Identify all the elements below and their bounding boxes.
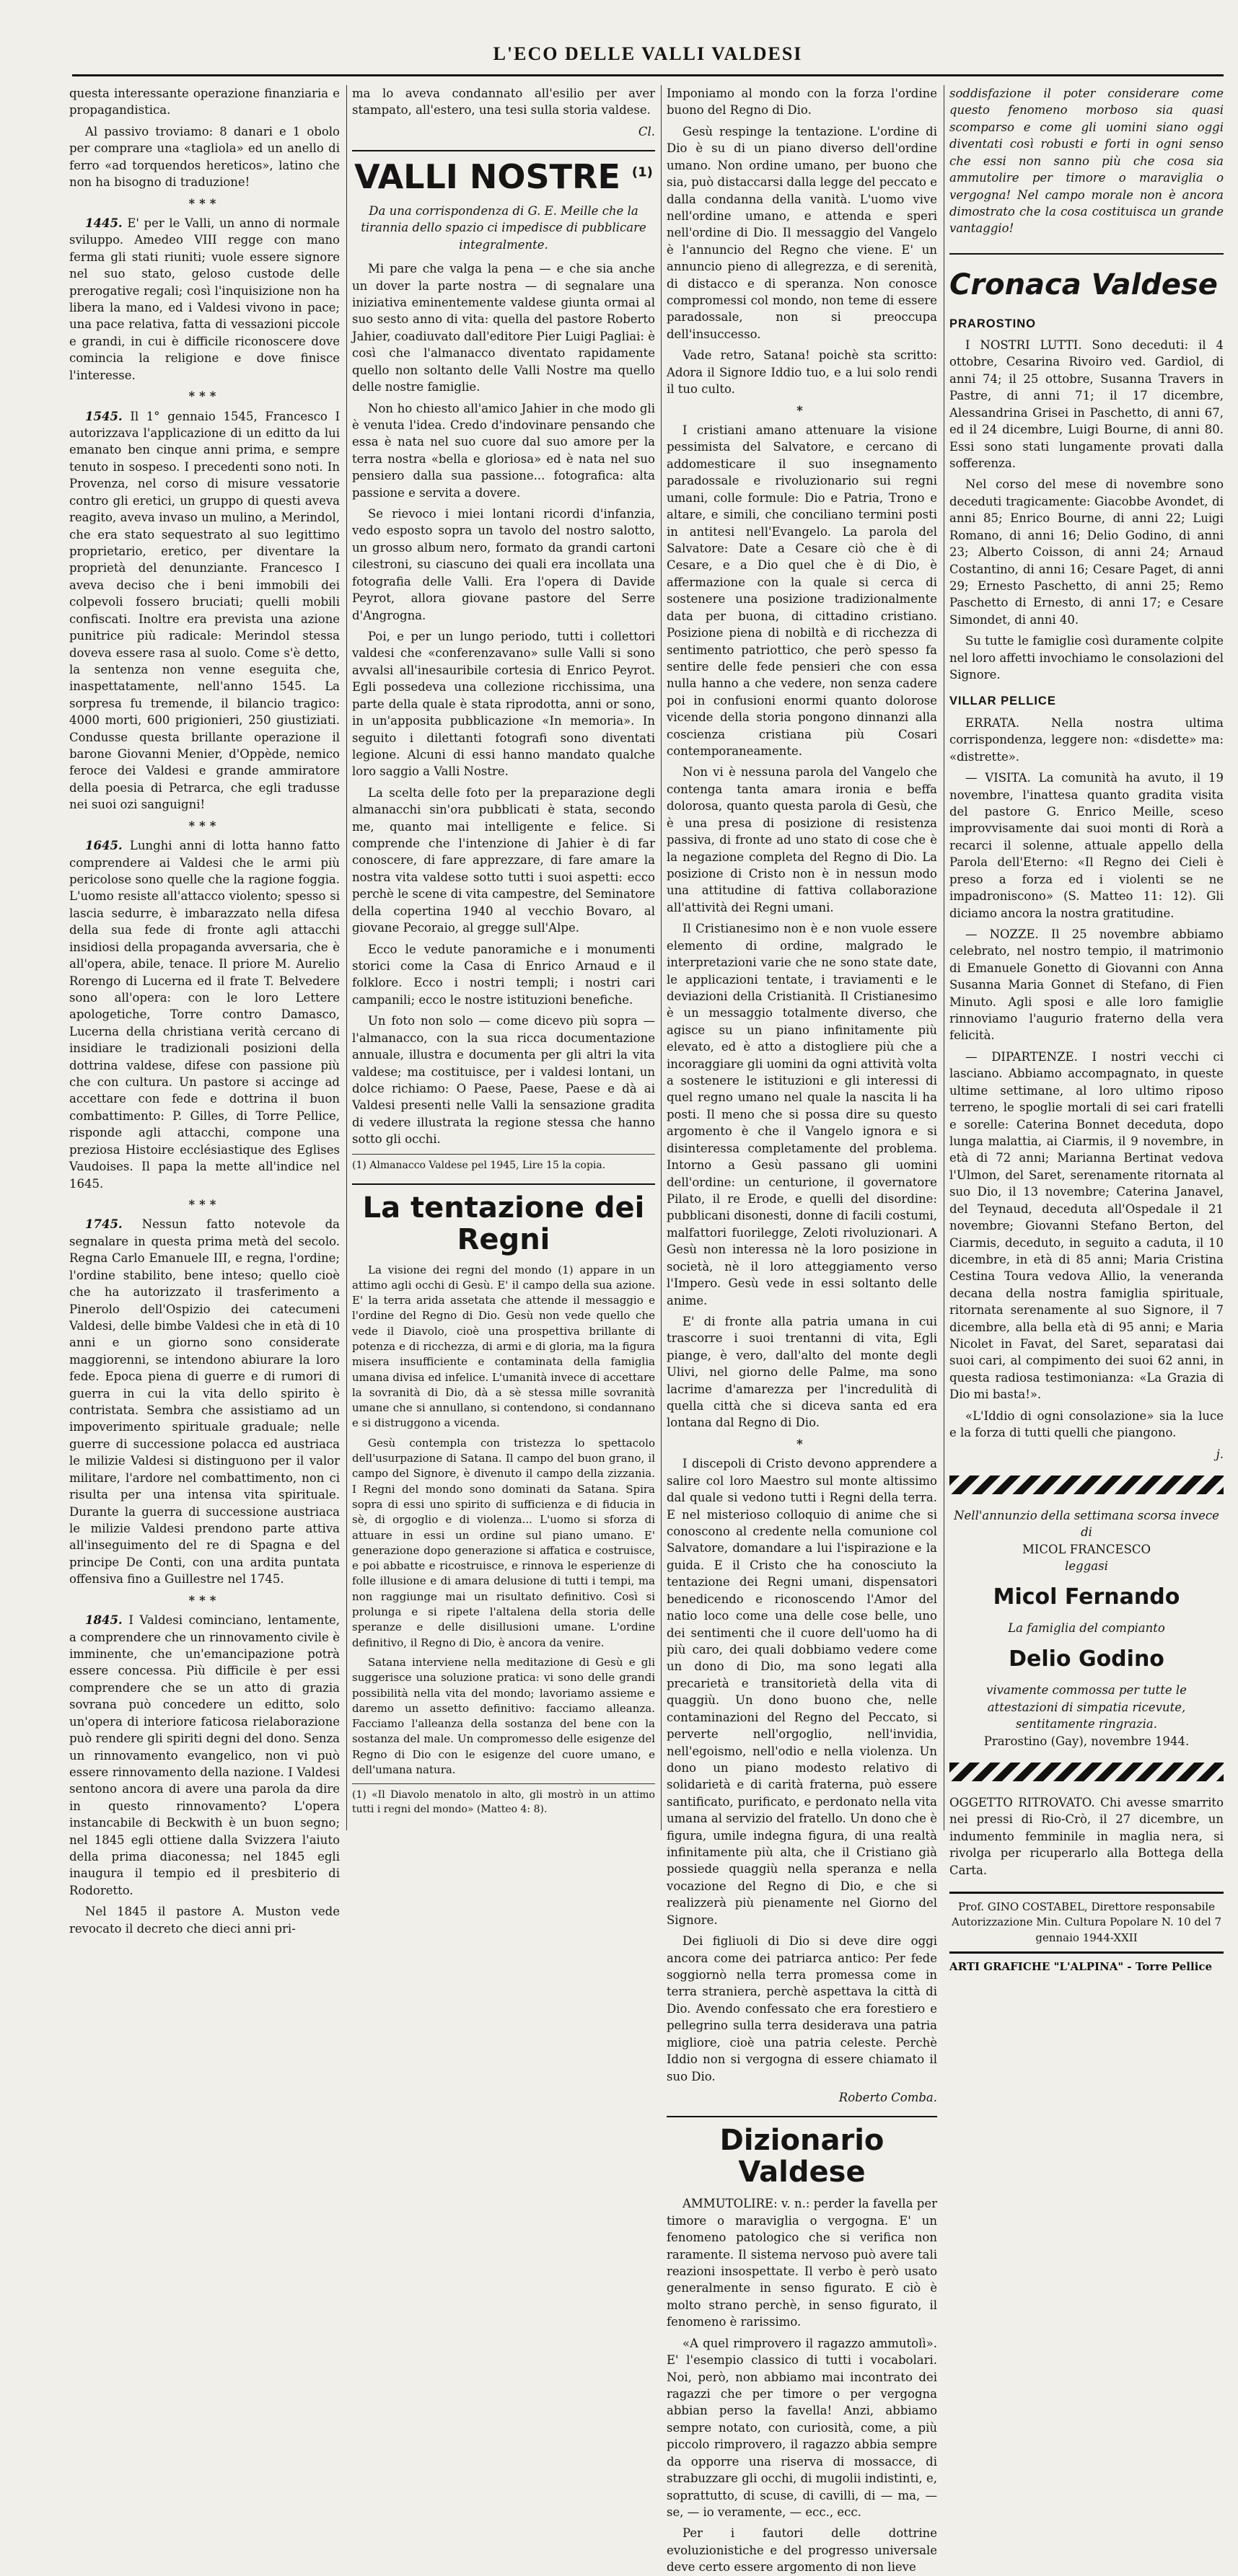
paragraph: Dei figliuoli di Dio si deve dire oggi ancora come dei patriarca antico: Per fede soggiornò nella terra promessa come in terra straniera, perchè aspettava la città di Dio. Avendo confessato che era forestiero e pellegrino sulla terra desiderava una patria migliore, cioè una patria celeste. Perchè Iddio non si vergogna di essere chiamato il suo Dio. [667,1934,937,2083]
paragraph: Al passivo troviamo: 8 danari e 1 obolo per comprare una «tagliola» ed un anello di ferro «ad torquendos hereticos», latino che non ha bisogno di traduzione! [69,124,340,190]
decorative-border [949,1476,1224,1494]
notice-thanks [949,1620,1224,1750]
column-1 [69,85,341,1936]
notice-text: Nell'annunzio della settimana scorsa invece di [954,1509,1219,1540]
article-intro: Da una corrispondenza di G. E. Meille che la tirannia dello spazio ci impedisce di pubblicare integralmente. [361,203,646,252]
column-divider [661,85,662,1830]
paragraph: Nel 1845 il pastore A. Muston vede revocato il decreto che dieci anni pri- [69,1905,340,1936]
footnote-marker: (1) [631,164,653,180]
paragraph: Vade retro, Satana! poichè sta scritto: Adora il Signore Iddio tuo, e a lui solo rendi il tuo culto. [667,348,937,397]
footnote: (1) Almanacco Valdese pel 1945, Lire 15 la copia. [352,1154,655,1173]
paragraph: ma lo aveva condannato all'esilio per aver stampato, all'estero, una tesi sulla storia valdese. [352,87,655,118]
paragraph: Il Cristianesimo non è e non vuole essere elemento di ordine, malgrado le interpretazioni varie che ne sono state date, le applicazioni tentate, i traviamenti e le deviazioni della Cristianità. Il Cristianesimo è un messaggio totalmente diverso, che agisce su un piano infinitamente più elevato, ed è atto a distogliere più che a incoraggiare gli uomini da ogni attività volta a sostenere le istituzioni e gli interessi di quel regno umano nel quale la nascita li ha posti. Il meno che si possa dire su questo argomento è che il Vangelo ignora e si disinteressa completamente del problema. Intorno a Gesù passano gli uomini dell'ordine: un centurione, il governatore Pilato, il re Erode, e quelli del disordine: pubblicani disonesti, donne di facili costumi, malfattori fuorilegge, Zeloti rivoluzionari. A Gesù non interessa nè la loro posizione in società, nè il loro atteggiamento verso l'Impero. Gesù vede in essi soltanto delle anime. [667,922,937,1307]
article-headline: Dizionario Valdese [667,2116,937,2188]
paragraph: questa interessante operazione finanziaria e propagandistica. [69,87,340,118]
signature: Cl. [638,124,655,138]
article-headline: VALLI NOSTRE $^{(1)}$ [352,150,655,195]
paragraph: OGGETTO RITROVATO. Chi avesse smarrito nei pressi di Rio-Crò, il 27 dicembre, un indumento femminile in maglia nera, si rivolga per ricuperarlo alla Bottega della Carta. [949,1796,1224,1877]
paragraph: La visione dei regni del mondo (1) appare in un attimo agli occhi di Gesù. E' il campo della sua azione. E' la terra arida assetata che attende il messaggio e l'ordine del Regno di Dio. Gesù non vede quello che vede il Diavolo, cioè una prospettiva brillante di potenza e di ricchezza, di armi e di gloria, ma la figura misera insufficiente e contaminata della famiglia umana divisa ed infelice. L'umanità invece di accettare la sovranità di Dio, dà a sè stessa mille sovranità umane che si annullano, si contendono, si condannano e si distruggono a vicenda. [352,1263,655,1430]
separator-stars: * [796,403,807,418]
signature: j. [1216,1447,1224,1461]
notice-text: leggasi [1065,1559,1108,1574]
paragraph: Gesù contempla con tristezza lo spettacolo dell'usurpazione di Satana. Il campo del buon grano, il campo del Signore, è divenuto il campo della zizzania. I Regni del mondo sono dominati da Satana. Spira sopra di essi uno spirito di sufficienza e di fiducia in sè, di orgoglio e di violenza... L'uomo si sforza di attuare in essi un ordine sul piano umano. E' generazione dopo generazione si affatica e costruisce, e poi abbatte e ricostruisce, e rinnova le esperienze di folle illusione e di amara delusione di tutti i tempi, ma non raggiunge mai un risultato definitivo. Così si prolunga e si ripete l'altalena della storia delle speranze e delle disillusioni umane. L'ordine definitivo, il Regno di Dio, è ancora da venire. [352,1436,655,1649]
section-headline: Cronaca Valdese [949,253,1224,306]
paragraph: I Valdesi cominciano, lentamente, a comprendere che un rinnovamento civile è imminente, che un'emancipazione potrà essere concessa. Più difficile è per essi comprendere che se un atto di grazia sovrana può concedere un editto, solo un'opera di interiore faticosa rielaborazione può rendere gli spiriti degni del dono. Senza un rinnovamento evangelico, non vi può essere rinnovamento della nazione. I Valdesi sentono ancora di avere una parola da dire in questo rinnovamento? L'opera instancabile di Beckwith è un buon segno; nel 1845 egli ottiene dalla Svizzera l'aiuto della prima diaconessa; nel 1845 egli inaugura il tempio ed il presbiterio di Rodoretto. [69,1613,340,1897]
year-label: 1845. [85,1613,123,1628]
separator-stars: * [796,1437,807,1451]
notice-text: vivamente commossa per tutte le attestazioni di simpatia ricevute, sentitamente ringrazia. [986,1683,1187,1732]
paragraph: Lunghi anni di lotta hanno fatto comprendere ai Valdesi che le armi più pericolose sono quelle che la ragione foggia. L'uomo resiste all'attacco violento; spesso si lascia sedurre, è imbarazzato nella difesa della sua fede di fronte agli attacchi insidiosi della propaganda avversaria, che è all'opera, abile, tenace. Il priore M. Aurelio Rorengo di Lucerna ed il frate T. Belvedere sono all'opera: con le loro Lettere apologetiche, Torre contro Damasco, Lucerna della christiana verità cercano di insidiare le tradizionali posizioni della dottrina valdese, difese con passione più che con cultura. Un pastore si accinge ad accettare con fede e dottrina il buon combattimento: P. Gilles, di Torre Pellice, risponde agli attacchi, compone una preziosa Histoire ecclésiastique des Eglises Vaudoises. Il papa la mette all'indice nel 1645. [69,839,340,1191]
paragraph: AMMUTOLIRE: v. n.: perder la favella per timore o maraviglia o vergogna. E' un fenomeno patologico che si verifica non raramente. Il sistema nervoso può avere tali reazioni insospettate. Il verbo è però usato generalmente in senso figurato. E ciò è molto strano perchè, in senso figurato, il fenomeno è rarissimo. [667,2197,937,2329]
paragraph: Se rievoco i miei lontani ricordi d'infanzia, vedo esposto sopra un tavolo del nostro salotto, un grosso album nero, formato da grandi cartoni cilestroni, su ciascuno dei quali era incollata una fotografia delle Valli. Era l'opera di Davide Peyrot, allora giovane pastore del Serre d'Angrogna. [352,507,655,622]
separator-stars: *** [188,389,221,404]
paragraph: «A quel rimprovero il ragazzo ammutolì». E' l'esempio classico di tutti i vocabolari. Noi, però, non abbiamo mai incontrato dei ragazzi che per timore o per vergogna abbian perso la favella! Anzi, abbiamo sempre notato, con curiosità, come, a più piccolo rimprovero, il ragazzo abbia sempre da opporre una riserva di mossacce, di strabuzzare gli occhi, di mugolii indistinti, e, soprattutto, di scuse, di cavilli, di — ma, — se, — io veramente, — ecc., ecc. [667,2336,937,2519]
paragraph: E' di fronte alla patria umana in cui trascorre i suoi trentanni di vita, Egli piange, è vero, dall'alto del monte degli Ulivi, nel giorno delle Palme, ma sono lacrime d'amarezza per l'incredulità di quella città che si diceva santa ed era lontana dal Regno di Dio. [667,1314,937,1430]
year-label: 1545. [85,409,123,423]
separator-stars: *** [188,1593,221,1607]
paragraph: soddisfazione il poter considerare come questo fenomeno morboso sia quasi scomparso e come gli uomini siano oggi diventati così robusti e forti in ogni senso che essi non sanno più che cosa sia ammutolire per timore o maraviglia o vergogna! Nel campo morale non è ancora dimostrato che la cosa costituisca un grande vantaggio! [949,87,1224,236]
notice-name: Delio Godino [1009,1646,1164,1672]
article-headline: La tentazione dei Regni [352,1183,655,1256]
paragraph: Mi pare che valga la pena — e che sia anche un dover la parte nostra — di segnalare una iniziativa eminentemente valdese giunta ormai al suo sesto anno di vita: quella del pastore Roberto Jahier, coadiuvato dall'editore Pier Luigi Pagliai: è così che l'almanacco diventato rapidamente quello non soltanto delle Valli Nostre ma quello delle nostre famiglie. [352,262,655,394]
paragraph: Nessun fatto notevole da segnalare in questa prima metà del secolo. Regna Carlo Emanuele III, e regna, l'ordine; l'ordine stabilito, bene inteso; quello cioè che ha autorizzato il trasferimento a Pinerolo dell'Ospizio dei catecumeni Valdesi, delle bimbe Valdesi che in età di 10 anni e un giorno sono considerate maggiorenni, se intendono abiurare la loro fede. Epoca piena di guerre e di rumori di guerra in cui la vita dello spirito è contristata. Sembra che assistiamo ad un impoverimento spirituale graduale; nelle guerre di successione polacca ed austriaca le milizie Valdesi si distinguono per il valor militare, l'ardore nel combattimento, non ci risulta per una intensa vita spirituale. Durante la guerra di successione austriaca le milizie Valdesi prendono parte attiva all'inseguimento del re di Spagna e del principe De Conti, con una ardita puntata offensiva fino a Guillestre nel 1745. [69,1217,341,1587]
year-label: 1445. [85,216,123,230]
paragraph: I discepoli di Cristo devono apprendere a salire col loro Maestro sul monte altissimo dal quale si vedono tutti i Regni della terra. E nel misterioso colloquio di anime che si conoscono al credente nella comunione col Salvatore, domandare a lui l'ispirazione e la guida. E il Cristo che ha conosciuto la tentazione dei Regni umani, dispensatori benedicendo e riconoscendo l'Amor del natio loco come una delle cose belle, uno dei sentimenti che il cuore dell'uomo ha di più caro, dei quali dobbiamo vedere come un dono di Dio, ma sono legati alla precarietà e transitorietà della vita di quaggiù. Un dono buono che, nelle contaminazioni del Regno del Peccato, si perverte nell'orgoglio, nell'invidia, nell'egoismo, nell'odio e nella violenza. Un dono un piano modesto relativo di solidarietà e di carità fraterna, può essere santificato, purificato, e perdonato nella vita umana al servizio del fratello. Un dono che è figura, umile indegna figura, di una realtà infinitamente più alta, che il Cristiano già possiede quaggiù nella speranza e nella vocazione del Regno di Dio, e che si realizzerà più pienamente nel Giorno del Signore. [667,1457,937,1927]
colophon [949,1892,1224,1954]
notice-text: Prarostino (Gay), novembre 1944. [983,1734,1190,1748]
paragraph: I NOSTRI LUTTI. Sono deceduti: il 4 ottobre, Cesarina Rivoiro ved. Gardiol, di anni 74; il 25 ottobre, Susanna Travers in Pastre, di anni 71; il 17 dicembre, Alessandrina Grisei in Paschetto, di anni 67, ed il 24 dicembre, Luigi Bourne, di anni 80. Essi sono stati lungamente provati dalla sofferenza. [949,338,1224,470]
column-3 [667,85,937,2575]
footnote: (1) «Il Diavolo menatolo in alto, gli mostrò in un attimo tutti i regni del mondo» (Matteo 4: 8). [352,1783,655,1817]
paragraph: Imponiamo al mondo con la forza l'ordine buono del Regno di Dio. [667,87,937,118]
paragraph: Non ho chiesto all'amico Jahier in che modo gli è venuta l'idea. Credo d'indovinare pensando che essa è nata nel suo cuore dal suo amore per la terra nostra «bella e gloriosa» ed è nata nel suo pensiero dalla sua passione... fotografica: alta passione e servita a dovere. [352,401,655,500]
paragraph: Nel corso del mese di novembre sono deceduti tragicamente: Giacobbe Avondet, di anni 85; Enrico Bourne, di anni 22; Luigi Romano, di anni 16; Delio Godino, di anni 23; Alberto Coisson, di anni 24; Arnaud Costantino, di anni 16; Cesare Paget, di anni 29; Ernesto Paschetto, di anni 25; Remo Paschetto di Ernesto, di anni 17; e Cesare Simondet, di anni 40. [949,477,1224,627]
separator-stars: *** [188,819,221,833]
year-label: 1745. [85,1217,123,1232]
paragraph: Ecco le vedute panoramiche e i monumenti storici come la Casa di Enrico Arnaud e il folklore. Ecco i nostri templi; i nostri cari campanili; ecco le nostre istituzioni benefiche. [352,942,655,1007]
column-divider [346,85,347,1830]
decorative-border [949,1763,1224,1781]
section-title: PRAROSTINO [949,317,1037,330]
signature: Roberto Comba. [838,2090,937,2104]
paragraph: E' per le Valli, un anno di normale sviluppo. Amedeo VIII regge con mano ferma gli stati riuniti; vuole essere signore nel suo stato, geloso custode delle prerogative regali; così l'inquisizione non ha libera la mano, ed i Valdesi vivono in pace; una pace relativa, fatta di vessazioni piccole e grandi, in cui è difficile riconoscere dove comincia la religione e dove finisce l'interesse. [69,216,340,382]
paragraph: Gesù respinge la tentazione. L'ordine di Dio è su di un piano diverso dell'ordine umano. Non ordine umano, per buono che sia, può distaccarsi dalla legge del peccato e dalla condanna della vanità. L'uomo vive nell'ordine umano, e attenda e speri nell'ordine di Dio. Il messaggio del Vangelo è l'annuncio del Regno che viene. E' un annuncio pieno di allegrezza, e di serenità, di distacco e di speranza. Non conosce compromessi col mondo, non teme di essere paradossale, non si preoccupa dell'insuccesso. [667,124,937,341]
notice-correction [949,1507,1224,1613]
year-label: 1645. [85,839,123,853]
paragraph: Per i fautori delle dottrine evoluzionistiche e del progresso universale deve certo essere argomento di non lieve [667,2526,937,2575]
paragraph: Il 1° gennaio 1545, Francesco I autorizzava l'applicazione di un editto da lui emanato ben cinque anni prima, e sempre tenuto in sospeso. I precedenti sono noti. In Provenza, nel corso di misure vessatorie contro gli eretici, un gruppo di questi aveva reagito, aveva invaso un mulino, a Merindol, che era stato sequestrato al suo legittimo proprietario, eretico, per diventare la proprietà del denunziante. Francesco I aveva deciso che i beni immobili dei colpevoli fossero bruciati; quelli mobili confiscati. Inoltre era prevista una azione punitrice più radicale: Merindol stessa doveva essere rasa al suolo. Come s'è detto, la sentenza non venne eseguita che, inaspettatamente, nell'anno 1545. La sorpresa fu tremende, il bilancio tragico: 4000 morti, 600 prigionieri, 250 giustiziati. Condusse questa brillante operazione il barone Giovanni Menier, d'Oppède, nemico feroce dei Valdesi e grande ammiratore della poesia di Petrarca, che egli tradusse nei suoi ozi sanguigni! [69,409,340,812]
separator-stars: *** [188,1198,221,1212]
paragraph: Su tutte le famiglie così duramente colpite nel loro affetti invochiamo le consolazioni del Signore. [949,634,1224,682]
paragraph: «L'Iddio di ogni consolazione» sia la luce e la forza di tutti quelli che piangono. [949,1408,1224,1440]
paragraph: Poi, e per un lungo periodo, tutti i collettori valdesi che «conferenzavano» sulle Valli si sono avvalsi all'inesauribile cortesia di Enrico Peyrot. Egli possedeva una collezione ricchissima, una parte della quale è stata riprodotta, anni or sono, in un'apposita pubblicazione «In memoria». In seguito i dilettanti fotografi sono diventati legione. Alcuni di essi hanno mandato qualche loro saggio a Valli Nostre. [352,629,655,779]
paragraph: Satana interviene nella meditazione di Gesù e gli suggerisce una soluzione pratica: vi sono delle grandi possibilità nella vita del mondo; lavoriamo assieme e daremo un assetto definitivo: facciamo alleanza. Facciamo l'alleanza della sostanza del bene con la sostanza del male. Un compromesso delle esigenze del Regno di Dio con le esigenze del cuore umano, e dell'umana natura. [352,1655,655,1777]
paragraph: I cristiani amano attenuare la visione pessimista del Salvatore, e cercano di addomesticare il suo insegnamento paradossale e rivoluzionario sui regni umani, colle formule: Dio e Patria, Trono e altare, e simili, che conciliano termini posti in antitesi nell'Evangelo. La parola del Salvatore: Date a Cesare ciò che è di Cesare, e a Dio quel che è di Dio, è affermazione con la quale si cerca di sostenere una posizione tradizionalmente data per buona, di cittadino cristiano. Posizione piena di nobiltà e di ricchezza di sentimento patriottico, che però spesso fa sentire delle fede pensieri che con essa nulla hanno a che vedere, non senza cadere poi in confusioni enormi quanto dolorose vicende della storia pongono dinnanzi alla coscienza cristiana più Cosari contemporaneamente. [667,423,937,759]
notice-text: La famiglia del compianto [1008,1621,1165,1636]
paragraph: — DIPARTENZE. I nostri vecchi ci lasciano. Abbiamo accompagnato, in queste ultime settimane, al loro ultimo riposo terreno, le spoglie mortali di sei cari fratelli e sorelle: Caterina Bonnet deceduta, dopo lunga malattia, ai Ciarmis, il 9 novembre, in età di 72 anni; Marianna Bertinat vedova l'Ulmon, del Saret, serenamente ritornata al suo Dio, il 13 novembre; Caterina Janavel, del Teynaud, deceduta all'Ospedale il 21 novembre; Giovanni Stefano Berton, del Ciarmis, deceduto, in seguito a caduta, il 10 dicembre, in età di 85 anni; Maria Cristina Cestina Toura vedova Allio, la veneranda decana della nostra famiglia spirituale, ritornata serenamente al suo Signore, il 7 dicembre, alla bella età di 95 anni; e Maria Nicolet in Favat, del Saret, separatasi dai suoi cari, al compimento dei suoi 62 anni, in questa radiosa testimonianza: «La Grazia di Dio mi basta!». [949,1049,1224,1402]
colophon-line: Prof. GINO COSTABEL, Direttore responsabile [957,1900,1215,1914]
section-title: VILLAR PELLICE [949,694,1056,708]
colophon-line: Autorizzazione Min. Cultura Popolare N. 10 del 7 gennaio 1944-XXII [951,1915,1221,1944]
column-2 [352,85,655,1830]
paragraph: — NOZZE. Il 25 novembre abbiamo celebrato, nel nostro tempio, il matrimonio di Emanuele Gonetto di Giovanni con Anna Susanna Maria Gonnet di Stefano, di Fien Minuto. Agli sposi e alle loro famiglie rinnoviamo l'augurio fraterno della vera felicità. [949,927,1224,1043]
notice-text: MICOL FRANCESCO [1022,1542,1151,1556]
paragraph: Un foto non solo — come dicevo più sopra — l'almanacco, con la sua ricca documentazione annuale, illustra e documenta per gli altri la vita valdese; ma costituisce, per i valdesi lontani, un dolce richiamo: O Paese, Paese, Paese e dà ai Valdesi presenti nelle Valli la sensazione gradita di vedere illustrata la regione stessa che hanno sotto gli occhi. [352,1014,655,1147]
paragraph: Non vi è nessuna parola del Vangelo che contenga tanta amara ironia e beffa dolorosa, quanto questa parola di Gesù, che è una presa di posizione di resistenza passiva, di fronte ad uno stato di cose che è la negazione completa del Regno di Dio. La posizione di Cristo non è in nessun modo una attitudine di fattiva collaborazione all'attività dei Regni umani. [667,765,937,914]
column-4 [949,85,1224,1973]
paragraph: La scelta delle foto per la preparazione degli almanacchi sin'ora pubblicati è stata, secondo me, quanto mai intelligente e felice. Si comprende che l'intenzione di Jahier è di far conoscere, di fare apprezzare, di fare amare la nostra vita valdese sotto tutti i suoi aspetti: ecco perchè le scene di vita campestre, del Seminatore della copertina 1940 al vecchio Bovaro, al giovane Pecoraio, al gregge sull'Alpe. [352,785,655,935]
separator-stars: *** [188,196,221,211]
masthead: L'ECO DELLE VALLI VALDESI [72,36,1224,76]
notice-name: Micol Fernando [993,1584,1180,1610]
paragraph: ERRATA. Nella nostra ultima corrispondenza, leggere non: «disdette» ma: «distrette». [949,715,1224,764]
printer-line: ARTI GRAFICHE "L'ALPINA" - Torre Pellice [949,1960,1213,1973]
paragraph: — VISITA. La comunità ha avuto, il 19 novembre, l'inattesa quanto gradita visita del pastore G. Enrico Meille, sceso improvvisamente dai suoi monti di Rorà a recarci il solenne, attuale appello della Parola dell'Eterno: «Il Regno dei Cieli è preso a forza ed i violenti se ne impadroniscono» (S. Matteo 11: 12). Gli diciamo ancora la nostra gratitudine. [949,771,1224,920]
